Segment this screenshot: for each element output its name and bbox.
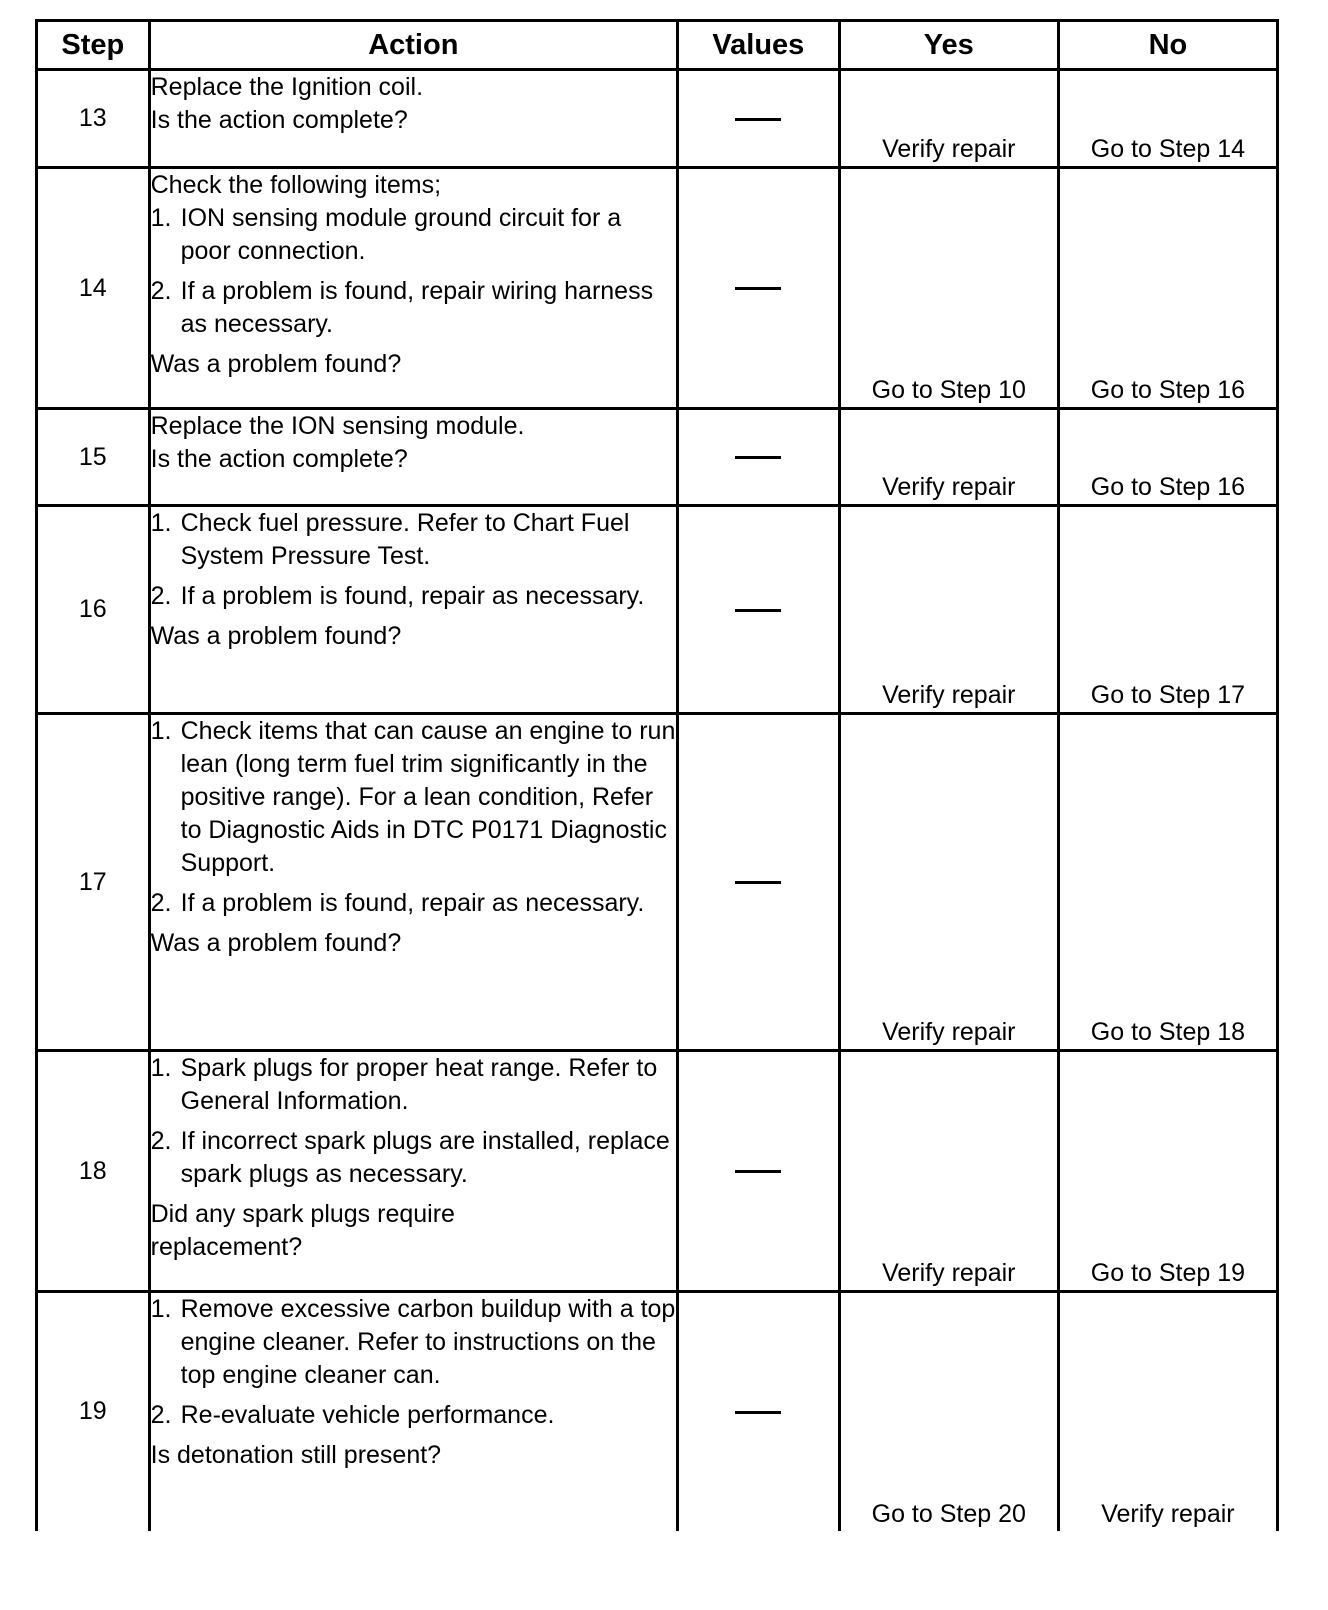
value-dash bbox=[735, 1411, 781, 1414]
action-cell bbox=[149, 506, 677, 714]
header-values: Values bbox=[677, 21, 839, 70]
header-action: Action bbox=[149, 21, 677, 70]
action-item bbox=[151, 275, 676, 341]
header-yes: Yes bbox=[839, 21, 1058, 70]
values-cell bbox=[677, 506, 839, 714]
action-cell bbox=[149, 70, 677, 168]
item-number: 2. bbox=[150, 889, 172, 917]
action-item bbox=[151, 1125, 676, 1191]
yes-result: Verify repair bbox=[839, 506, 1058, 714]
action-item bbox=[151, 1293, 676, 1392]
action-line: Replace the Ignition coil. bbox=[150, 73, 424, 101]
values-cell bbox=[677, 1292, 839, 1531]
action-question: Is the action complete? bbox=[150, 106, 408, 134]
values-cell bbox=[677, 714, 839, 1051]
step-number: 14 bbox=[37, 168, 150, 409]
no-result: Go to Step 16 bbox=[1058, 168, 1277, 409]
yes-result: Verify repair bbox=[839, 70, 1058, 168]
table-row bbox=[37, 506, 1278, 714]
header-step: Step bbox=[37, 21, 150, 70]
action-intro: Check the following items; bbox=[150, 171, 442, 199]
action-question: Is detonation still present? bbox=[150, 1441, 442, 1469]
header-row bbox=[37, 21, 1278, 70]
no-result: Go to Step 16 bbox=[1058, 409, 1277, 506]
table-row bbox=[37, 1292, 1278, 1531]
action-question: Is the action complete? bbox=[150, 445, 408, 473]
table-row bbox=[37, 168, 1278, 409]
action-item bbox=[151, 1399, 676, 1432]
item-text: If a problem is found, repair wiring harness as necessary. bbox=[180, 277, 654, 338]
values-cell bbox=[677, 409, 839, 506]
step-number: 15 bbox=[37, 409, 150, 506]
action-question: Did any spark plugs require replacement? bbox=[150, 1200, 455, 1261]
value-dash bbox=[735, 118, 781, 121]
action-line: Replace the ION sensing module. bbox=[150, 412, 525, 440]
header-no: No bbox=[1058, 21, 1277, 70]
table-row bbox=[37, 714, 1278, 1051]
table-row bbox=[37, 1051, 1278, 1292]
item-number: 2. bbox=[150, 1401, 172, 1429]
table-header bbox=[37, 21, 1278, 70]
action-item bbox=[151, 1052, 676, 1118]
value-dash bbox=[735, 287, 781, 290]
no-result: Go to Step 18 bbox=[1058, 714, 1277, 1051]
action-question: Was a problem found? bbox=[150, 929, 402, 957]
yes-result: Go to Step 20 bbox=[839, 1292, 1058, 1531]
item-text: If a problem is found, repair as necessary. bbox=[180, 889, 645, 917]
yes-result: Verify repair bbox=[839, 714, 1058, 1051]
action-question: Was a problem found? bbox=[150, 622, 402, 650]
item-number: 2. bbox=[150, 277, 172, 305]
table-row bbox=[37, 70, 1278, 168]
action-question: Was a problem found? bbox=[150, 350, 402, 378]
values-cell bbox=[677, 1051, 839, 1292]
item-number: 1. bbox=[150, 1054, 172, 1082]
action-cell bbox=[149, 1051, 677, 1292]
table-body bbox=[37, 70, 1278, 1531]
item-number: 1. bbox=[150, 717, 172, 745]
item-text: Check items that can cause an engine to run lean (long term fuel trim significantly in the positive range). For a lean condition, Refer to Diagnostic Aids in DTC P0171 Diagnostic Support. bbox=[180, 717, 676, 877]
item-text: Check fuel pressure. Refer to Chart Fuel System Pressure Test. bbox=[180, 509, 630, 570]
item-text: If a problem is found, repair as necessary. bbox=[180, 582, 645, 610]
step-number: 19 bbox=[37, 1292, 150, 1531]
action-cell bbox=[149, 714, 677, 1051]
step-number: 17 bbox=[37, 714, 150, 1051]
action-item bbox=[151, 202, 676, 268]
action-item bbox=[151, 887, 676, 920]
no-result: Go to Step 14 bbox=[1058, 70, 1277, 168]
action-item bbox=[151, 580, 676, 613]
item-number: 2. bbox=[150, 1127, 172, 1155]
diagnostic-table-container bbox=[35, 19, 1279, 1531]
item-text: Remove excessive carbon buildup with a top engine cleaner. Refer to instructions on the top engine cleaner can. bbox=[180, 1295, 676, 1389]
yes-result: Verify repair bbox=[839, 1051, 1058, 1292]
step-number: 16 bbox=[37, 506, 150, 714]
action-item bbox=[151, 507, 676, 573]
action-cell bbox=[149, 1292, 677, 1531]
item-text: Re-evaluate vehicle performance. bbox=[180, 1401, 555, 1429]
item-number: 1. bbox=[150, 1295, 172, 1323]
yes-result: Go to Step 10 bbox=[839, 168, 1058, 409]
item-number: 1. bbox=[150, 204, 172, 232]
action-cell bbox=[149, 409, 677, 506]
values-cell bbox=[677, 168, 839, 409]
values-cell bbox=[677, 70, 839, 168]
step-number: 18 bbox=[37, 1051, 150, 1292]
no-result: Go to Step 19 bbox=[1058, 1051, 1277, 1292]
action-item bbox=[151, 715, 676, 880]
step-number: 13 bbox=[37, 70, 150, 168]
item-text: ION sensing module ground circuit for a poor connection. bbox=[180, 204, 622, 265]
value-dash bbox=[735, 456, 781, 459]
item-text: If incorrect spark plugs are installed, replace spark plugs as necessary. bbox=[180, 1127, 670, 1188]
diagnostic-table bbox=[35, 19, 1279, 1531]
no-result: Verify repair bbox=[1058, 1292, 1277, 1531]
yes-result: Verify repair bbox=[839, 409, 1058, 506]
no-result: Go to Step 17 bbox=[1058, 506, 1277, 714]
action-cell bbox=[149, 168, 677, 409]
value-dash bbox=[735, 1170, 781, 1173]
item-number: 1. bbox=[150, 509, 172, 537]
value-dash bbox=[735, 609, 781, 612]
item-text: Spark plugs for proper heat range. Refer to General Information. bbox=[180, 1054, 658, 1115]
table-row bbox=[37, 409, 1278, 506]
item-number: 2. bbox=[150, 582, 172, 610]
value-dash bbox=[735, 881, 781, 884]
